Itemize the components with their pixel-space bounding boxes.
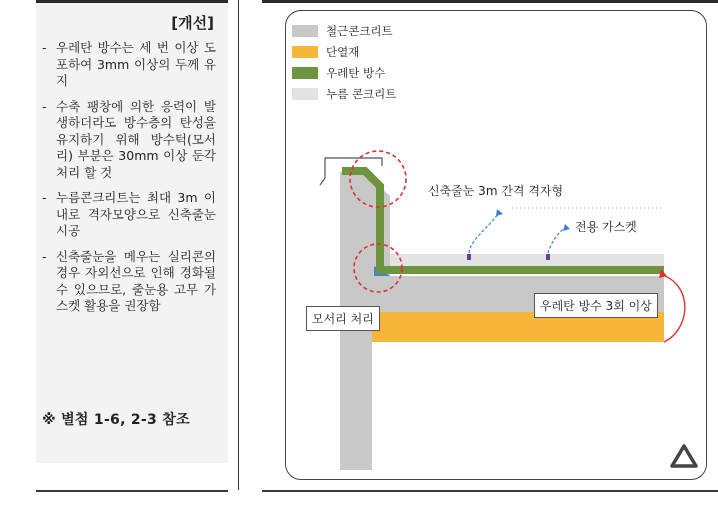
bullet-text: 수축 팽창에 의한 응력이 발생하더라도 방수층의 탄성을 유지하기 위해 방수턱(모서리) 부분은 30mm 이상 둔각처리 할 것 [56,98,216,180]
cap-drip [320,178,325,185]
gasket-callout: 전용 가스켓 [575,220,637,234]
bullet-dash: - [42,190,47,205]
bullet-dash: - [42,248,47,264]
bullet-text: 우레탄 방수는 세 번 이상 도포하여 3mm 이상의 두께 유지 [56,40,216,88]
joint-leader [469,214,498,253]
joint-marker-1 [467,254,471,260]
bullet-dash: - [42,40,47,55]
reference-note: ※ 별첨 1-6, 2-3 참조 [42,412,190,428]
joint-marker-2 [546,254,550,260]
improvement-heading: [개선] [171,14,214,32]
bullet-text: 신축줄눈을 메우는 실리콘의 경우 자외선으로 인해 경화될 수 있으므로, 줄눈용 고무 가스켓 활용을 권장함 [56,248,216,313]
triangle-logo-icon [672,446,696,466]
bullet-dash: - [42,98,47,114]
corner-callout: 모서리 처리 [306,306,380,331]
bullet-text: 누름콘크리트는 최대 3m 이내로 격자모양으로 신축줄눈 시공 [56,190,216,238]
gasket-leader [548,228,565,253]
urethane-callout: 우레탄 방수 3회 이상 [534,293,658,318]
gasket-arrowhead [563,224,570,231]
joint-arrowhead [496,209,503,216]
press-concrete-layer [390,254,664,266]
joint-callout: 신축줄눈 3m 간격 격자형 [428,184,564,198]
legend-label: 누름 콘크리트 [326,87,397,101]
legend-label: 철근콘크리트 [326,24,393,38]
legend-label: 우레탄 방수 [326,66,386,80]
legend-label: 단열재 [326,45,360,59]
